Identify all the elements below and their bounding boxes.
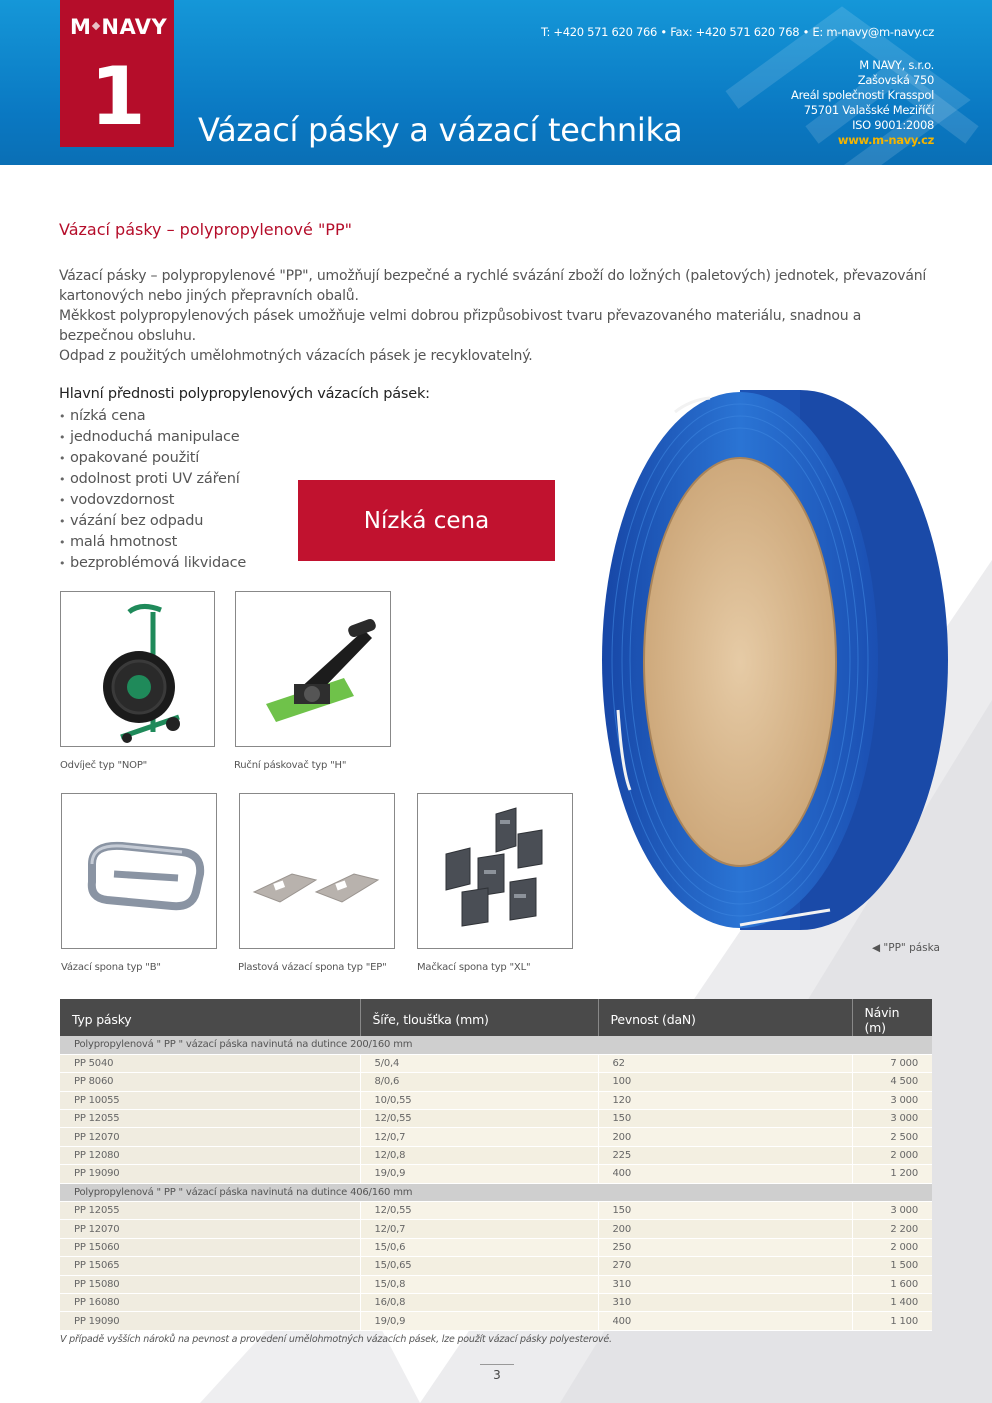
cell-type: PP 12070: [60, 1128, 360, 1146]
cell-length: 1 500: [852, 1257, 932, 1275]
cell-width-thickness: 5/0,4: [360, 1054, 598, 1072]
address-line: 75701 Valašské Meziříčí: [803, 103, 934, 117]
footnote: V případě vyšších nároků na pevnost a provedení umělohmotných vázacích pásek, lze použít vázací pásky polyesterové.: [60, 1334, 612, 1345]
list-item: • opakované použití: [59, 448, 246, 469]
chapter-number: 1: [90, 50, 146, 143]
cell-width-thickness: 15/0,65: [360, 1257, 598, 1275]
dispenser-image: [61, 592, 215, 747]
list-item: • nízká cena: [59, 406, 246, 427]
column-header: Návin (m): [852, 999, 932, 1036]
product-image-buckle[interactable]: [61, 793, 217, 949]
company-logo[interactable]: M NAVY: [70, 15, 168, 39]
cell-length: 1 400: [852, 1293, 932, 1311]
pp-strap-reel-image: [590, 350, 950, 970]
table-row: [60, 1110, 932, 1128]
table-group-row: [60, 1036, 932, 1054]
cell-width-thickness: 19/0,9: [360, 1312, 598, 1330]
cell-length: 3 000: [852, 1110, 932, 1128]
cell-length: 2 000: [852, 1238, 932, 1256]
list-item: • malá hmotnost: [59, 532, 246, 553]
product-image-seals[interactable]: [417, 793, 573, 949]
table-row: [60, 1293, 932, 1311]
intro-paragraph: Měkkost polypropylenových pásek umožňuje velmi dobrou přizpůsobivost tvaru převazovaného materiálu, snadnou a bezpečnou obsluhu.: [59, 308, 862, 344]
chapter-box: [60, 0, 174, 147]
certification: ISO 9001:2008: [852, 118, 934, 132]
address-line: Zašovská 750: [857, 73, 934, 87]
cell-strength: 120: [598, 1091, 852, 1109]
column-header: Pevnost (daN): [598, 999, 852, 1036]
low-price-badge: Nízká cena: [298, 480, 555, 561]
cell-type: PP 19090: [60, 1165, 360, 1183]
cell-type: PP 19090: [60, 1312, 360, 1330]
cell-width-thickness: 19/0,9: [360, 1165, 598, 1183]
cell-type: PP 12070: [60, 1220, 360, 1238]
table-row: [60, 1202, 932, 1220]
page-title: Vázací pásky a vázací technika: [198, 111, 683, 149]
cell-strength: 400: [598, 1165, 852, 1183]
cell-type: PP 5040: [60, 1054, 360, 1072]
cell-strength: 150: [598, 1110, 852, 1128]
cell-type: PP 16080: [60, 1293, 360, 1311]
cell-length: 1 200: [852, 1165, 932, 1183]
cell-length: 4 500: [852, 1073, 932, 1091]
product-caption: Ruční páskovač typ "H": [234, 760, 347, 771]
list-item: • bezproblémová likvidace: [59, 553, 246, 574]
contact-info: T: +420 571 620 766 • Fax: +420 571 620 768 • E: m-navy@m-navy.cz: [541, 25, 934, 39]
table-group-label: Polypropylenová " PP " vázací páska navinutá na dutince 406/160 mm: [60, 1183, 932, 1201]
buckle-image: [62, 794, 217, 949]
address-line: M NAVY, s.r.o.: [859, 58, 934, 72]
page-header: [0, 0, 992, 165]
cell-width-thickness: 10/0,55: [360, 1091, 598, 1109]
cell-strength: 310: [598, 1275, 852, 1293]
cell-type: PP 12080: [60, 1146, 360, 1164]
cell-strength: 200: [598, 1220, 852, 1238]
plastic-buckle-image: [240, 794, 395, 949]
product-caption: Mačkací spona typ "XL": [417, 962, 531, 973]
cell-width-thickness: 12/0,8: [360, 1146, 598, 1164]
cell-strength: 225: [598, 1146, 852, 1164]
reel-caption: ◀ "PP" páska: [872, 942, 940, 954]
cell-width-thickness: 16/0,8: [360, 1293, 598, 1311]
cell-width-thickness: 12/0,7: [360, 1128, 598, 1146]
cell-strength: 400: [598, 1312, 852, 1330]
list-item: • vodovzdornost: [59, 490, 246, 511]
page-number-rule: [480, 1364, 514, 1365]
cell-length: 3 000: [852, 1202, 932, 1220]
intro-paragraph: Odpad z použitých umělohmotných vázacích pásek je recyklovatelný.: [59, 348, 533, 364]
cell-type: PP 8060: [60, 1073, 360, 1091]
cell-strength: 270: [598, 1257, 852, 1275]
company-address: [791, 58, 934, 148]
product-image-tensioner[interactable]: [235, 591, 391, 747]
table-row: [60, 1312, 932, 1330]
table-row: [60, 1146, 932, 1164]
table-row: [60, 1128, 932, 1146]
table-row: [60, 1054, 932, 1072]
cell-length: 2 000: [852, 1146, 932, 1164]
cell-type: PP 12055: [60, 1202, 360, 1220]
list-item: • jednoduchá manipulace: [59, 427, 246, 448]
section-title: Vázací pásky – polypropylenové "PP": [59, 220, 352, 239]
address-line: Areál společnosti Krasspol: [791, 88, 934, 102]
list-item: • vázání bez odpadu: [59, 511, 246, 532]
table-row: [60, 1275, 932, 1293]
column-header: Šíře, tloušťka (mm): [360, 999, 598, 1036]
cell-width-thickness: 12/0,55: [360, 1110, 598, 1128]
cell-strength: 310: [598, 1293, 852, 1311]
cell-length: 1 100: [852, 1312, 932, 1330]
table-row: [60, 1073, 932, 1091]
website-link[interactable]: www.m-navy.cz: [837, 133, 934, 147]
table-row: [60, 1091, 932, 1109]
cell-width-thickness: 15/0,8: [360, 1275, 598, 1293]
table-row: [60, 1220, 932, 1238]
product-caption: Vázací spona typ "B": [61, 962, 161, 973]
product-caption: Odvíječ typ "NOP": [60, 760, 148, 771]
cell-strength: 62: [598, 1054, 852, 1072]
seals-image: [418, 794, 573, 949]
cell-type: PP 15060: [60, 1238, 360, 1256]
advantages-title: Hlavní přednosti polypropylenových vázacích pásek:: [59, 386, 430, 402]
cell-width-thickness: 15/0,6: [360, 1238, 598, 1256]
column-header: Typ pásky: [60, 999, 360, 1036]
table-group-label: Polypropylenová " PP " vázací páska navinutá na dutince 200/160 mm: [60, 1036, 932, 1054]
product-image-dispenser[interactable]: [60, 591, 215, 747]
cell-strength: 150: [598, 1202, 852, 1220]
advantages-list: [59, 406, 246, 574]
cell-length: 2 500: [852, 1128, 932, 1146]
strap-spec-table: [60, 999, 932, 1331]
list-item: • odolnost proti UV záření: [59, 469, 246, 490]
cell-length: 3 000: [852, 1091, 932, 1109]
cell-width-thickness: 12/0,55: [360, 1202, 598, 1220]
cell-length: 7 000: [852, 1054, 932, 1072]
cell-type: PP 15080: [60, 1275, 360, 1293]
cell-length: 1 600: [852, 1275, 932, 1293]
cell-width-thickness: 12/0,7: [360, 1220, 598, 1238]
cell-length: 2 200: [852, 1220, 932, 1238]
intro-paragraph: Vázací pásky – polypropylenové "PP", umožňují bezpečné a rychlé svázání zboží do ložných (paletových) jednotek, převazování kartonových nebo jiných přepravních obalů.: [59, 268, 927, 304]
product-image-plastic-buckle[interactable]: [239, 793, 395, 949]
cell-type: PP 12055: [60, 1110, 360, 1128]
table-header-row: [60, 999, 932, 1036]
product-caption: Plastová vázací spona typ "EP": [238, 962, 387, 973]
reel-caption-text: "PP" páska: [883, 942, 940, 954]
tensioner-image: [236, 592, 391, 747]
table-group-row: [60, 1183, 932, 1201]
cell-type: PP 15065: [60, 1257, 360, 1275]
cell-strength: 100: [598, 1073, 852, 1091]
cell-type: PP 10055: [60, 1091, 360, 1109]
table-row: [60, 1165, 932, 1183]
table-row: [60, 1257, 932, 1275]
page-number: 3: [493, 1368, 501, 1382]
table-body: [60, 1036, 932, 1330]
cell-width-thickness: 8/0,6: [360, 1073, 598, 1091]
table-row: [60, 1238, 932, 1256]
cell-strength: 250: [598, 1238, 852, 1256]
cell-strength: 200: [598, 1128, 852, 1146]
